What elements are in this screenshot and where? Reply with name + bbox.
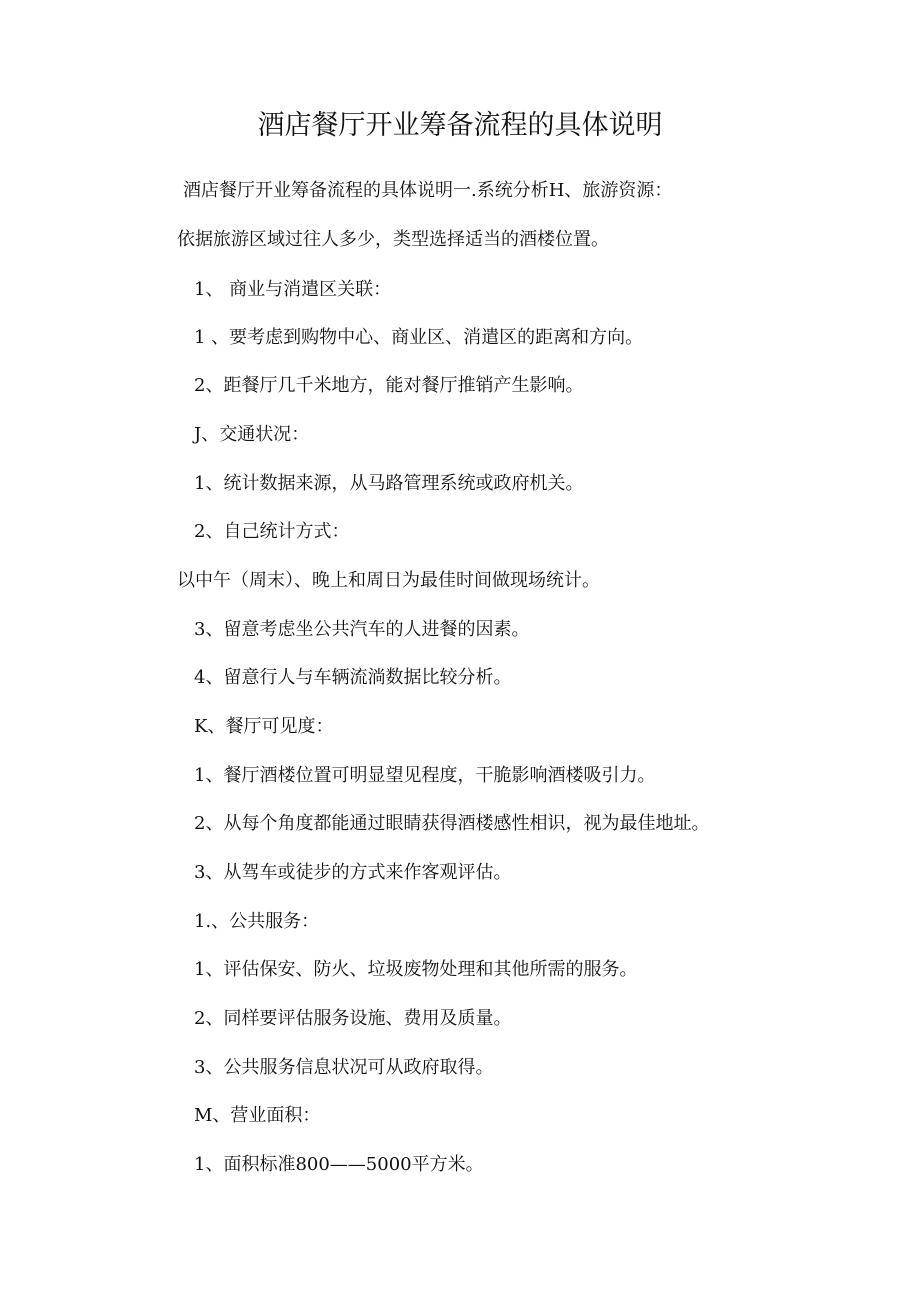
document-title: 酒店餐厅开业筹备流程的具体说明: [257, 110, 663, 141]
paragraph-line: 1、面积标准800——5000平方米。: [194, 1154, 484, 1175]
paragraph-line: 4、留意行人与车辆流淌数据比较分析。: [194, 667, 512, 688]
paragraph-line: 1、评估保安、防火、垃圾废物处理和其他所需的服务。: [194, 959, 638, 980]
paragraph-line: 2、同样要评估服务设施、费用及质量。: [194, 1008, 512, 1029]
paragraph-line: 3、留意考虑坐公共汽车的人进餐的因素。: [194, 619, 530, 640]
paragraph-line: 以中午（周末）、晚上和周日为最佳时间做现场统计。: [177, 570, 600, 591]
section-heading: J、交通状况：: [194, 424, 310, 445]
paragraph-line: 1、餐厅酒楼位置可明显望见程度，干脆影响酒楼吸引力。: [194, 765, 656, 786]
paragraph-line: 1、统计数据来源，从马路管理系统或政府机关。: [194, 473, 584, 494]
paragraph-line: 酒店餐厅开业筹备流程的具体说明一.系统分析H、旅游资源：: [183, 180, 673, 201]
section-heading: 1、 商业与消遣区关联：: [194, 279, 392, 300]
paragraph-line: 3、公共服务信息状况可从政府取得。: [194, 1057, 494, 1078]
paragraph-line: 2、距餐厅几千米地方，能对餐厅推销产生影响。: [194, 375, 584, 396]
paragraph-line: 2、自己统计方式：: [194, 521, 350, 542]
paragraph-line: 2、从每个角度都能通过眼睛获得酒楼感性相识，视为最佳地址。: [194, 813, 710, 834]
paragraph-line: 3、从驾车或徒步的方式来作客观评估。: [194, 862, 512, 883]
section-heading: K、餐厅可见度：: [194, 716, 334, 737]
section-heading: M、营业面积：: [194, 1105, 321, 1126]
paragraph-line: 1 、要考虑到购物中心、商业区、消遣区的距离和方向。: [194, 327, 644, 348]
section-heading: 1.、公共服务：: [194, 911, 320, 932]
paragraph-line: 依据旅游区域过往人多少，类型选择适当的酒楼位置。: [177, 229, 609, 250]
